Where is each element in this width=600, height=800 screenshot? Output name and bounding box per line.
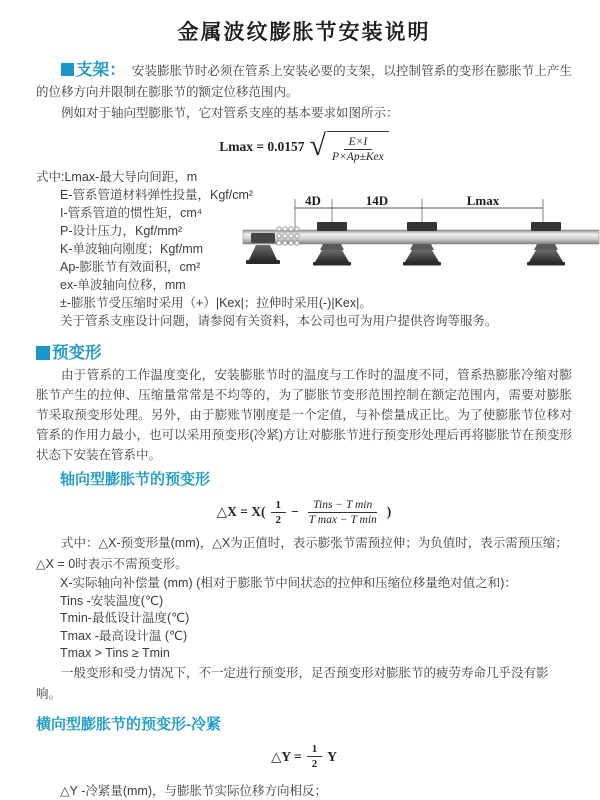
axial-formula-prefix: △X = X( (216, 504, 266, 519)
lateral-predeform-heading: 横向型膨胀节的预变形-冷紧 (36, 715, 221, 733)
one-half-denominator: 2 (311, 758, 318, 770)
section-bullet-icon (61, 63, 74, 76)
dimension-label-lmax: Lmax (466, 193, 500, 208)
lmax-formula-prefix: Lmax = 0.0157 (219, 139, 305, 154)
lmax-formula (36, 130, 572, 164)
predeform-section-heading (36, 339, 572, 363)
radical-sign-icon: √ (309, 129, 327, 162)
definition-line: Ap-膨胀节有效面积，cm² (60, 260, 201, 274)
page-title: 金属波纹膨胀节安装说明 (177, 21, 431, 44)
one-half-numerator: 1 (307, 742, 323, 757)
axial-formula (36, 495, 572, 529)
lateral-formula-prefix: △Y = (271, 748, 302, 764)
support-diagram (243, 192, 599, 288)
temperature-numerator: Tins − T min (308, 498, 377, 513)
temperature-denominator: T max − T min (308, 513, 377, 526)
axial-explain-paragraph: 式中：△X-预变形量(mm)，△X为正值时，表示膨张节需预拉伸；为负值时，表示需预压缩；△X = 0时表示不需预变形。 (36, 536, 568, 571)
support-example-paragraph: 例如对于轴向型膨胀节，它对管系支座的基本要求如图所示： (61, 106, 399, 120)
variable-line: Tins -安装温度(℃) (60, 593, 164, 608)
axial-variable-list (36, 575, 572, 663)
plus-minus-note: ±-膨胀节受压缩时采用（+）|Kex|；拉伸时采用(-)|Kex|。 (60, 296, 372, 310)
support-intro-text: 安装膨胀节时必须在管系上安装必要的支架，以控制管系的变形在膨胀节上产生的位移方向并限制在膨胀节的额定位移范围内。 (36, 64, 572, 99)
lmax-formula-numerator: E×I (344, 135, 373, 150)
variable-line: Tmax -最高设计温 (℃) (60, 628, 188, 643)
lmax-formula-denominator: P×Ap±Kex (332, 150, 384, 163)
variable-line: Tmin-最低设计温度(℃) (60, 611, 190, 625)
axial-note-paragraph: 一般变形和受力情况下，不一定进行预变形，足否预变形对膨胀节的疲劳寿命几乎没有影响。 (36, 665, 549, 701)
service-note: 关于管系支座设计问题，请参阅有关资料，本公司也可为用户提供咨询等服务。 (60, 314, 498, 328)
dimension-label-14d: 14D (365, 193, 389, 208)
fixed-anchor (246, 233, 280, 264)
section-bullet-icon (36, 346, 50, 360)
definition-line: K-单波轴向刚度；Kgf/mm (60, 242, 204, 256)
support-intro-paragraph (36, 60, 572, 103)
definition-line: 式中:Lmax-最大导向间距，m (36, 170, 198, 184)
one-half-numerator: 1 (271, 498, 287, 513)
definition-line: I-管系管道的惯性矩，cm⁴ (60, 206, 203, 220)
definition-line: ex-单波轴向位移，mm (60, 278, 186, 292)
axial-predeform-heading: 轴向型膨胀节的预变形 (60, 471, 211, 488)
temperature-fraction (304, 498, 382, 527)
one-half-fraction (271, 498, 287, 527)
variable-line: X-实际轴向补偿量 (mm) (相对于膨胀节中间状态的拉伸和压缩位移量绝对值之和)： (60, 576, 517, 590)
lateral-formula-suffix: Y (327, 748, 337, 764)
predeform-body-paragraph: 由于管系的工作温度变化，安装膨胀节时的温度与工作时的温度不同，管系热膨胀冷缩对膨胀节产生的拉伸、压缩量常常是不均等的，为了膨胀节变形范围控制在额定范围内，需要对膨胀节采取预变形处理。另外，由于膨账节刚度是一个定值，与补偿量成正比。为了使膨胀节位移对管系的作用力最小，也可以采用预变形(冷紧)方让对膨胀节进行预变形处理后再将膨胀节在预变形状态下安装在管系中。 (36, 368, 572, 462)
lmax-formula-fraction (327, 135, 389, 164)
variable-line: Tmax > Tins ≥ Tmin (60, 646, 170, 660)
definition-line: E-管系管道材料弹性投量，Kgf/cm² (60, 188, 254, 202)
lateral-note-line: △Y -冷紧量(mm)，与膨胀节实际位移方向相反； (60, 783, 328, 798)
predeform-heading-label: 预变形 (52, 344, 102, 362)
one-half-fraction (307, 742, 323, 771)
one-half-denominator: 2 (275, 513, 282, 526)
definition-line: P-设计压力，Kgf/mm² (60, 224, 183, 238)
support-section-heading: 支架： (76, 61, 126, 79)
axial-formula-suffix: ) (386, 504, 392, 519)
lmax-formula-radicand (327, 131, 389, 164)
lateral-formula (36, 740, 572, 774)
dimension-label-4d: 4D (305, 193, 321, 208)
minus-operator: − (291, 504, 299, 519)
